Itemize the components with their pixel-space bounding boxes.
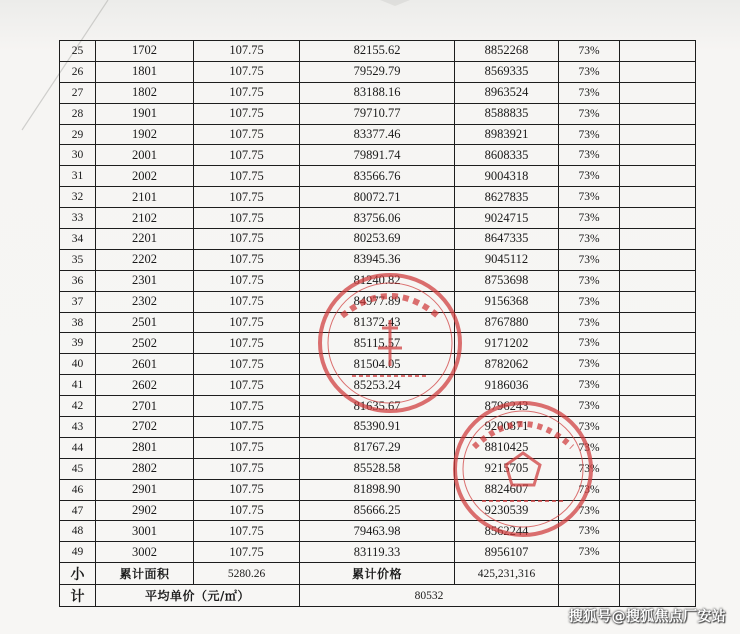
cumulative-area-label: 累计面积	[96, 563, 194, 585]
room-number: 1901	[96, 103, 194, 124]
ratio-cell: 73%	[559, 542, 620, 563]
ratio-cell: 73%	[559, 82, 620, 103]
unit-price-cell: 81635.67	[300, 396, 455, 417]
unit-price-cell: 83119.33	[300, 542, 455, 563]
room-number: 1802	[96, 82, 194, 103]
ratio-cell: 73%	[559, 291, 620, 312]
area-cell: 107.75	[194, 437, 300, 458]
ratio-cell: 73%	[559, 437, 620, 458]
table-row	[60, 187, 696, 208]
room-number: 2702	[96, 417, 194, 438]
table-row	[60, 41, 696, 62]
empty-cell	[620, 333, 696, 354]
total-price-cell: 8627835	[455, 187, 559, 208]
table-row	[60, 249, 696, 270]
ratio-cell: 73%	[559, 208, 620, 229]
cumulative-price-label: 累计价格	[300, 563, 455, 585]
total-price-cell: 9045112	[455, 249, 559, 270]
table-row	[60, 229, 696, 250]
empty-cell	[620, 41, 696, 62]
ratio-cell: 73%	[559, 187, 620, 208]
empty-cell	[559, 585, 620, 607]
room-number: 2301	[96, 270, 194, 291]
unit-price-cell: 81898.90	[300, 479, 455, 500]
total-price-cell: 9230539	[455, 500, 559, 521]
table-row	[60, 375, 696, 396]
room-number: 2701	[96, 396, 194, 417]
unit-price-cell: 84977.89	[300, 291, 455, 312]
unit-price-cell: 79891.74	[300, 145, 455, 166]
ratio-cell: 73%	[559, 124, 620, 145]
total-price-cell: 8983921	[455, 124, 559, 145]
unit-price-cell: 79463.98	[300, 521, 455, 542]
room-number: 3001	[96, 521, 194, 542]
table-row	[60, 166, 696, 187]
table-row	[60, 145, 696, 166]
area-cell: 107.75	[194, 208, 300, 229]
table-row	[60, 333, 696, 354]
unit-price-cell: 80253.69	[300, 229, 455, 250]
ratio-cell: 73%	[559, 417, 620, 438]
table-row	[60, 458, 696, 479]
subtotal-row-cumulative	[60, 563, 696, 585]
empty-cell	[620, 563, 696, 585]
room-number: 2601	[96, 354, 194, 375]
table-row	[60, 312, 696, 333]
area-cell: 107.75	[194, 521, 300, 542]
total-price-cell: 9156368	[455, 291, 559, 312]
ratio-cell: 73%	[559, 521, 620, 542]
room-number: 1702	[96, 41, 194, 62]
total-price-cell: 8852268	[455, 41, 559, 62]
row-index: 39	[60, 333, 96, 354]
row-index: 28	[60, 103, 96, 124]
row-index: 40	[60, 354, 96, 375]
row-index: 48	[60, 521, 96, 542]
room-number: 2002	[96, 166, 194, 187]
ratio-cell: 73%	[559, 479, 620, 500]
table-body	[60, 41, 696, 563]
empty-cell	[620, 479, 696, 500]
room-number: 2101	[96, 187, 194, 208]
unit-price-cell: 81504.05	[300, 354, 455, 375]
row-index: 35	[60, 249, 96, 270]
empty-cell	[620, 249, 696, 270]
row-index: 25	[60, 41, 96, 62]
room-number: 2901	[96, 479, 194, 500]
row-index: 32	[60, 187, 96, 208]
area-cell: 107.75	[194, 229, 300, 250]
room-number: 1902	[96, 124, 194, 145]
empty-cell	[620, 229, 696, 250]
table-row	[60, 542, 696, 563]
empty-cell	[620, 208, 696, 229]
unit-price-cell: 81372.43	[300, 312, 455, 333]
room-number: 2102	[96, 208, 194, 229]
total-price-cell: 8796243	[455, 396, 559, 417]
total-price-cell: 9024715	[455, 208, 559, 229]
row-index: 45	[60, 458, 96, 479]
total-price-cell: 8767880	[455, 312, 559, 333]
ratio-cell: 73%	[559, 229, 620, 250]
unit-price-cell: 81240.82	[300, 270, 455, 291]
table-row	[60, 500, 696, 521]
average-price-label: 平均单价（元/㎡）	[96, 585, 300, 607]
ratio-cell: 73%	[559, 249, 620, 270]
total-price-cell: 9215705	[455, 458, 559, 479]
total-price-cell: 8562244	[455, 521, 559, 542]
area-cell: 107.75	[194, 458, 300, 479]
area-cell: 107.75	[194, 41, 300, 62]
empty-cell	[620, 375, 696, 396]
table-row	[60, 124, 696, 145]
row-index: 47	[60, 500, 96, 521]
empty-cell	[620, 521, 696, 542]
unit-price-cell: 85115.57	[300, 333, 455, 354]
empty-cell	[620, 103, 696, 124]
ratio-cell: 73%	[559, 396, 620, 417]
row-index: 30	[60, 145, 96, 166]
table-row	[60, 521, 696, 542]
area-cell: 107.75	[194, 375, 300, 396]
total-price-cell: 8647335	[455, 229, 559, 250]
row-index: 38	[60, 312, 96, 333]
empty-cell	[620, 396, 696, 417]
row-index: 46	[60, 479, 96, 500]
table-row	[60, 82, 696, 103]
total-price-cell: 8824607	[455, 479, 559, 500]
unit-price-cell: 79529.79	[300, 61, 455, 82]
total-price-cell: 8753698	[455, 270, 559, 291]
total-price-cell: 9171202	[455, 333, 559, 354]
room-number: 2201	[96, 229, 194, 250]
empty-cell	[620, 61, 696, 82]
area-cell: 107.75	[194, 291, 300, 312]
total-price-cell: 8588835	[455, 103, 559, 124]
room-number: 2001	[96, 145, 194, 166]
unit-price-cell: 85666.25	[300, 500, 455, 521]
row-index: 34	[60, 229, 96, 250]
table-row	[60, 479, 696, 500]
empty-cell	[559, 563, 620, 585]
table-row	[60, 396, 696, 417]
area-cell: 107.75	[194, 354, 300, 375]
table-row	[60, 417, 696, 438]
subtotal-label-top: 小	[60, 563, 96, 585]
ratio-cell: 73%	[559, 333, 620, 354]
empty-cell	[620, 312, 696, 333]
subtotal-section	[60, 563, 696, 607]
area-cell: 107.75	[194, 270, 300, 291]
room-number: 1801	[96, 61, 194, 82]
room-number: 2802	[96, 458, 194, 479]
row-index: 42	[60, 396, 96, 417]
unit-price-cell: 85390.91	[300, 417, 455, 438]
unit-price-cell: 85253.24	[300, 375, 455, 396]
unit-price-cell: 83756.06	[300, 208, 455, 229]
row-index: 37	[60, 291, 96, 312]
ratio-cell: 73%	[559, 270, 620, 291]
total-price-cell: 9200871	[455, 417, 559, 438]
ratio-cell: 73%	[559, 41, 620, 62]
area-cell: 107.75	[194, 500, 300, 521]
subtotal-row-average	[60, 585, 696, 607]
area-cell: 107.75	[194, 542, 300, 563]
area-cell: 107.75	[194, 82, 300, 103]
empty-cell	[620, 542, 696, 563]
row-index: 36	[60, 270, 96, 291]
average-price-value: 80532	[300, 585, 559, 607]
row-index: 29	[60, 124, 96, 145]
ratio-cell: 73%	[559, 166, 620, 187]
total-price-cell: 8963524	[455, 82, 559, 103]
empty-cell	[620, 145, 696, 166]
total-price-cell: 8956107	[455, 542, 559, 563]
row-index: 49	[60, 542, 96, 563]
area-cell: 107.75	[194, 333, 300, 354]
cumulative-price-value: 425,231,316	[455, 563, 559, 585]
ratio-cell: 73%	[559, 103, 620, 124]
unit-price-cell: 85528.58	[300, 458, 455, 479]
ratio-cell: 73%	[559, 458, 620, 479]
area-cell: 107.75	[194, 479, 300, 500]
ratio-cell: 73%	[559, 145, 620, 166]
table-row	[60, 291, 696, 312]
ratio-cell: 73%	[559, 312, 620, 333]
row-index: 33	[60, 208, 96, 229]
empty-cell	[620, 585, 696, 607]
empty-cell	[620, 291, 696, 312]
table-row	[60, 208, 696, 229]
subtotal-label-bottom: 计	[60, 585, 96, 607]
area-cell: 107.75	[194, 417, 300, 438]
row-index: 41	[60, 375, 96, 396]
total-price-cell: 8608335	[455, 145, 559, 166]
ratio-cell: 73%	[559, 354, 620, 375]
ratio-cell: 73%	[559, 61, 620, 82]
area-cell: 107.75	[194, 145, 300, 166]
ratio-cell: 73%	[559, 375, 620, 396]
row-index: 43	[60, 417, 96, 438]
empty-cell	[620, 417, 696, 438]
room-number: 2501	[96, 312, 194, 333]
area-cell: 107.75	[194, 187, 300, 208]
room-number: 2902	[96, 500, 194, 521]
unit-price-cell: 82155.62	[300, 41, 455, 62]
table-row	[60, 437, 696, 458]
price-table	[59, 40, 696, 607]
table-row	[60, 270, 696, 291]
room-number: 3002	[96, 542, 194, 563]
total-price-cell: 8569335	[455, 61, 559, 82]
row-index: 44	[60, 437, 96, 458]
unit-price-cell: 83188.16	[300, 82, 455, 103]
empty-cell	[620, 500, 696, 521]
unit-price-cell: 80072.71	[300, 187, 455, 208]
area-cell: 107.75	[194, 312, 300, 333]
total-price-cell: 9186036	[455, 375, 559, 396]
empty-cell	[620, 437, 696, 458]
room-number: 2202	[96, 249, 194, 270]
room-number: 2302	[96, 291, 194, 312]
source-watermark: 搜狐号@搜狐焦点厂安站	[568, 609, 726, 625]
empty-cell	[620, 270, 696, 291]
area-cell: 107.75	[194, 124, 300, 145]
table-row	[60, 103, 696, 124]
unit-price-cell: 83566.76	[300, 166, 455, 187]
total-price-cell: 9004318	[455, 166, 559, 187]
total-price-cell: 8782062	[455, 354, 559, 375]
empty-cell	[620, 354, 696, 375]
table-row	[60, 354, 696, 375]
area-cell: 107.75	[194, 103, 300, 124]
cumulative-area-value: 5280.26	[194, 563, 300, 585]
empty-cell	[620, 458, 696, 479]
unit-price-cell: 81767.29	[300, 437, 455, 458]
row-index: 31	[60, 166, 96, 187]
empty-cell	[620, 82, 696, 103]
area-cell: 107.75	[194, 61, 300, 82]
area-cell: 107.75	[194, 249, 300, 270]
ratio-cell: 73%	[559, 500, 620, 521]
empty-cell	[620, 187, 696, 208]
unit-price-cell: 83377.46	[300, 124, 455, 145]
empty-cell	[620, 124, 696, 145]
area-cell: 107.75	[194, 166, 300, 187]
unit-price-cell: 83945.36	[300, 249, 455, 270]
room-number: 2602	[96, 375, 194, 396]
empty-cell	[620, 166, 696, 187]
table-row	[60, 61, 696, 82]
room-number: 2801	[96, 437, 194, 458]
row-index: 26	[60, 61, 96, 82]
area-cell: 107.75	[194, 396, 300, 417]
total-price-cell: 8810425	[455, 437, 559, 458]
unit-price-cell: 79710.77	[300, 103, 455, 124]
room-number: 2502	[96, 333, 194, 354]
row-index: 27	[60, 82, 96, 103]
